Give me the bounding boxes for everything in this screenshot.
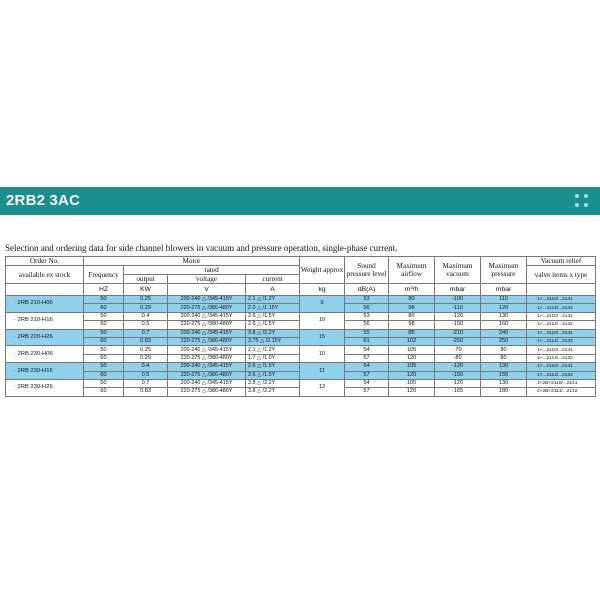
current-cell: 2.6 △ /1.5Y (246, 371, 300, 379)
header-sound: Sound pressure level (345, 257, 389, 284)
vacuum-cell: -120 (435, 312, 481, 320)
unit-weight: kg (300, 284, 345, 296)
unit-airflow: m³/h (389, 284, 435, 296)
table-row (6, 312, 596, 320)
sound-cell: 54 (345, 379, 389, 387)
voltage-cell: 220-275 △ /380-480Y (168, 304, 246, 312)
output-cell: 0.7 (124, 379, 168, 387)
pressure-cell: 130 (481, 363, 527, 371)
voltage-cell: 220-275 △ /380-480Y (168, 321, 246, 329)
valve-cell: 1×...2110/...2141 (527, 329, 596, 337)
header-weight: Weight approx (300, 257, 345, 284)
valve-cell: 1×...2114/...2142 (527, 321, 596, 329)
pressure-cell: 155 (481, 371, 527, 379)
vacuum-cell: -80 (435, 354, 481, 362)
table-body (6, 296, 596, 397)
output-cell: 0.83 (124, 337, 168, 345)
airflow-cell: 120 (389, 371, 435, 379)
table-header (6, 257, 596, 296)
valve-cell: 1×...2114/...2142 (527, 337, 596, 345)
output-cell: 0.4 (124, 363, 168, 371)
current-cell: 2.1 △ /1.2Y (246, 346, 300, 354)
order-number-cell: · 2RB 230-H06 (6, 346, 84, 363)
table-row (6, 329, 596, 337)
sound-cell: 56 (345, 321, 389, 329)
header-order-no: Order No. (6, 257, 84, 266)
airflow-cell: 120 (389, 388, 435, 396)
order-number-cell: · 2RB 220-H26 (6, 329, 84, 346)
section-title: 2RB2 3AC (6, 192, 81, 209)
header-max-pressure: Maximum pressure (481, 257, 527, 284)
frequency-cell: 60 (84, 388, 124, 396)
valve-cell: 2×2B×2114/...2142 (527, 388, 596, 396)
header-motor: Motor (84, 257, 300, 266)
current-cell: 2.6 △ /1.5Y (246, 312, 300, 320)
valve-cell: 1×...2110/...2141 (527, 346, 596, 354)
table-row (6, 296, 596, 304)
output-cell: 0.4 (124, 312, 168, 320)
current-cell: 3.8 △ /2.2Y (246, 379, 300, 387)
sound-cell: 57 (345, 371, 389, 379)
pressure-cell: 180 (481, 388, 527, 396)
pressure-cell: 130 (481, 379, 527, 387)
voltage-cell: 200-240 △ /345-415Y (168, 363, 246, 371)
frequency-cell: 60 (84, 321, 124, 329)
frequency-cell: 50 (84, 296, 124, 304)
frequency-cell: 60 (84, 371, 124, 379)
sound-cell: 53 (345, 296, 389, 304)
airflow-cell: 80 (389, 296, 435, 304)
airflow-cell: 85 (389, 329, 435, 337)
frequency-cell: 60 (84, 354, 124, 362)
frequency-cell: 60 (84, 337, 124, 345)
airflow-cell: 102 (389, 337, 435, 345)
header-rated: rated (124, 266, 300, 275)
vacuum-cell: -100 (435, 296, 481, 304)
output-cell: 0.83 (124, 388, 168, 396)
sound-cell: 53 (345, 312, 389, 320)
sound-cell: 61 (345, 337, 389, 345)
frequency-cell: 60 (84, 304, 124, 312)
selection-table (5, 256, 596, 397)
output-cell: 0.29 (124, 354, 168, 362)
weight-cell: 11 (300, 363, 345, 380)
table-row (6, 363, 596, 371)
vacuum-cell: -120 (435, 363, 481, 371)
voltage-cell: 200-240 △ /345-415Y (168, 346, 246, 354)
weight-cell: 12 (300, 379, 345, 396)
pressure-cell: 120 (481, 304, 527, 312)
output-cell: 0.29 (124, 304, 168, 312)
units-row (6, 284, 596, 296)
vacuum-cell: -120 (435, 379, 481, 387)
valve-cell: 1×...2114/...2142 (527, 354, 596, 362)
current-cell: 3.8 △ /2.2Y (246, 388, 300, 396)
pressure-cell: 80 (481, 354, 527, 362)
airflow-cell: 105 (389, 346, 435, 354)
sound-cell: 54 (345, 346, 389, 354)
header-max-vacuum: Maximum vacuum (435, 257, 481, 284)
order-number-cell: · 2RB 210-H16 (6, 312, 84, 329)
airflow-cell: 105 (389, 379, 435, 387)
unit-sound: dB(A) (345, 284, 389, 296)
sound-cell: 55 (345, 329, 389, 337)
voltage-cell: 220-275 △ /380-480Y (168, 371, 246, 379)
valve-cell: 1×...2114/...2142 (527, 371, 596, 379)
vacuum-cell: -110 (435, 304, 481, 312)
airflow-cell: 80 (389, 312, 435, 320)
pressure-cell: 130 (481, 312, 527, 320)
weight-cell: 10 (300, 312, 345, 329)
current-cell: 2.0 △ /1.15Y (246, 304, 300, 312)
weight-cell: 9 (300, 296, 345, 313)
voltage-cell: 200-240 △ /345-415Y (168, 296, 246, 304)
header-voltage: voltage (168, 275, 246, 284)
frequency-cell: 50 (84, 363, 124, 371)
frequency-cell: 50 (84, 346, 124, 354)
table-caption: Selection and ordering data for side channel blowers in vacuum and pressure operation, single-phase current. (5, 243, 398, 253)
pressure-cell: 250 (481, 337, 527, 345)
airflow-cell: 105 (389, 363, 435, 371)
pressure-cell: 240 (481, 329, 527, 337)
valve-cell: 1×...2110/...2141 (527, 363, 596, 371)
unit-frequency: HZ (84, 284, 124, 296)
vacuum-cell: -250 (435, 337, 481, 345)
table-row (6, 346, 596, 354)
header-valve-items: valve items x type (527, 266, 596, 284)
header-max-airflow: Maximum airflow (389, 257, 435, 284)
unit-pressure: mbar (481, 284, 527, 296)
valve-cell: 1×2B×2110/...2141 (527, 379, 596, 387)
frequency-cell: 50 (84, 312, 124, 320)
grid-dots-icon (574, 193, 590, 209)
output-cell: 0.5 (124, 321, 168, 329)
sound-cell: 54 (345, 363, 389, 371)
current-cell: 3.8 △ /2.2Y (246, 329, 300, 337)
current-cell: 2.1 △ /1.2Y (246, 296, 300, 304)
frequency-cell: 50 (84, 329, 124, 337)
sound-cell: 57 (345, 388, 389, 396)
vacuum-cell: -150 (435, 321, 481, 329)
pressure-cell: 80 (481, 346, 527, 354)
vacuum-cell: -70 (435, 346, 481, 354)
vacuum-cell: -210 (435, 329, 481, 337)
current-cell: 2.6 △ /1.5Y (246, 363, 300, 371)
order-number-cell: · 2RB 230-H16 (6, 363, 84, 380)
frequency-cell: 50 (84, 379, 124, 387)
valve-cell: 1×...2110/...2141 (527, 296, 596, 304)
airflow-cell: 120 (389, 354, 435, 362)
valve-cell: 1×...2110/...2141 (527, 312, 596, 320)
airflow-cell: 98 (389, 304, 435, 312)
unit-voltage: V (168, 284, 246, 296)
valve-cell: 1×...2114/...2142 (527, 304, 596, 312)
airflow-cell: 98 (389, 321, 435, 329)
header-output: output (124, 275, 168, 284)
current-cell: 3.75 △ /2.15Y (246, 337, 300, 345)
sound-cell: 57 (345, 354, 389, 362)
weight-cell: 15 (300, 329, 345, 346)
unit-vacuum: mbar (435, 284, 481, 296)
header-vacuum-relief: Vacuum relief (527, 257, 596, 266)
unit-valve-blank (527, 284, 596, 296)
section-banner (0, 187, 600, 215)
unit-blank (6, 284, 84, 296)
current-cell: 1.7 △ /1.0Y (246, 354, 300, 362)
output-cell: 0.5 (124, 371, 168, 379)
voltage-cell: 200-240 △ /345-415Y (168, 379, 246, 387)
voltage-cell: 200-240 △ /345-415Y (168, 329, 246, 337)
header-available-ex-stock: available ex stock (6, 266, 84, 284)
voltage-cell: 220-275 △ /380-480Y (168, 354, 246, 362)
weight-cell: 10 (300, 346, 345, 363)
vacuum-cell: -150 (435, 371, 481, 379)
vacuum-cell: -165 (435, 388, 481, 396)
pressure-cell: 110 (481, 296, 527, 304)
table-row (6, 379, 596, 387)
sound-cell: 56 (345, 304, 389, 312)
current-cell: 2.6 △ /1.5Y (246, 321, 300, 329)
header-frequency: Frequency (84, 266, 124, 284)
header-current: current (246, 275, 300, 284)
output-cell: 0.25 (124, 296, 168, 304)
unit-current: A (246, 284, 300, 296)
voltage-cell: 220-275 △ /380-480Y (168, 337, 246, 345)
output-cell: 0.25 (124, 346, 168, 354)
voltage-cell: 220-275 △ /380-480Y (168, 388, 246, 396)
unit-output: KW (124, 284, 168, 296)
output-cell: 0.7 (124, 329, 168, 337)
order-number-cell: · 2RB 230-H26 (6, 379, 84, 396)
order-number-cell: · 2RB 210-H06 (6, 296, 84, 313)
pressure-cell: 160 (481, 321, 527, 329)
voltage-cell: 200-240 △ /345-415Y (168, 312, 246, 320)
